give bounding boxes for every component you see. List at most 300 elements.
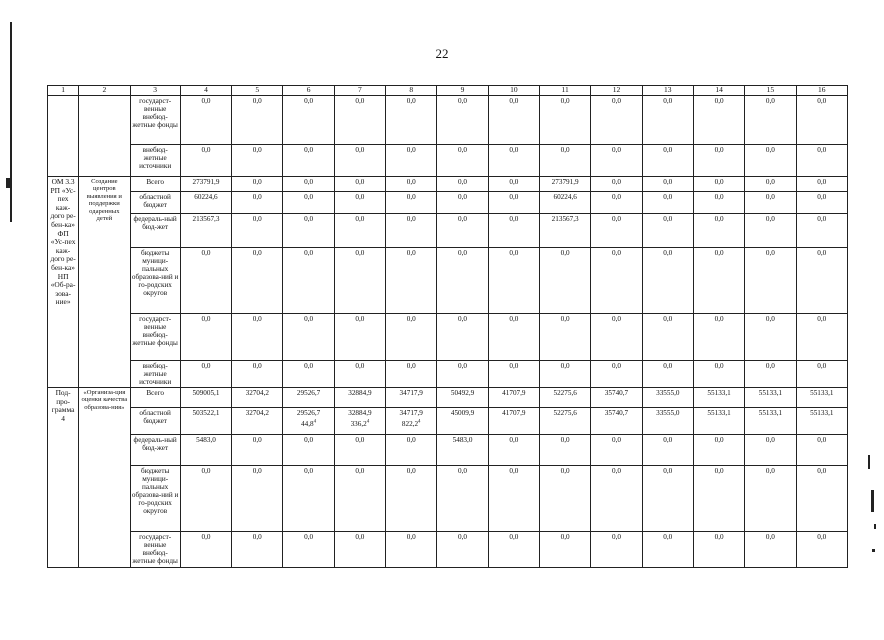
value-cell (437, 435, 488, 466)
value-text: 0,0 (304, 146, 314, 154)
value-cell (693, 96, 744, 145)
footnote-number: 44,8 (301, 420, 314, 428)
program-cell: ОМ 3.3 РП «Ус-пех каж-дого ре-бен-ка» ФП «Ус-пех каж-дого ре-бен-ка» НП «Об-ра-зова-ние» (48, 177, 79, 388)
value-cell (283, 435, 334, 466)
goal-cell: «Организа-ция оценки качества образова-ния» (79, 388, 130, 568)
value-cell (796, 96, 847, 145)
value-cell (180, 532, 231, 568)
goal-cell: Создание центров выявления и поддержки одаренных детей (79, 177, 130, 388)
value-text: 0,0 (714, 97, 724, 105)
value-cell (180, 314, 231, 361)
value-cell (437, 408, 488, 435)
value-text: 0,0 (611, 97, 621, 105)
value-cell (540, 96, 591, 145)
value-text: 0,0 (611, 215, 621, 223)
funding-source-cell: федераль-ный бюд-жет (130, 214, 180, 248)
value-cell (745, 408, 796, 435)
value-text: 0,0 (406, 215, 416, 223)
value-cell (437, 466, 488, 532)
value-cell (232, 388, 283, 408)
value-text: 0,0 (509, 215, 519, 223)
value-cell (796, 435, 847, 466)
value-cell (745, 314, 796, 361)
value-cell (642, 214, 693, 248)
value-text: 0,0 (817, 178, 827, 186)
value-text: 0,0 (817, 315, 827, 323)
value-cell (334, 532, 385, 568)
value-cell (386, 408, 437, 435)
value-text: 0,0 (560, 436, 570, 444)
value-text: 0,0 (509, 362, 519, 370)
value-text: 0,0 (817, 533, 827, 541)
value-text: 0,0 (458, 533, 468, 541)
value-cell (591, 177, 642, 192)
value-text: 0,0 (355, 315, 365, 323)
value-text: 0,0 (406, 146, 416, 154)
header-cell: 6 (283, 86, 334, 96)
value-text: 0,0 (304, 467, 314, 475)
value-text: 0,0 (458, 362, 468, 370)
value-cell (745, 145, 796, 177)
value-text: 50492,9 (450, 389, 475, 397)
value-text: 5483,0 (196, 436, 216, 444)
value-cell (334, 361, 385, 388)
value-cell (540, 145, 591, 177)
value-text: 0,0 (817, 436, 827, 444)
value-text: 0,0 (714, 178, 724, 186)
value-text: 213567,3 (192, 215, 220, 223)
value-cell (488, 532, 539, 568)
value-cell (642, 361, 693, 388)
value-cell (642, 314, 693, 361)
value-cell (693, 192, 744, 214)
value-text: 0,0 (509, 178, 519, 186)
value-cell (180, 435, 231, 466)
value-cell (386, 96, 437, 145)
value-text: 213567,3 (551, 215, 579, 223)
value-cell (437, 96, 488, 145)
value-cell (437, 177, 488, 192)
value-cell (232, 361, 283, 388)
value-text: 0,0 (714, 249, 724, 257)
funding-source-cell: бюджеты муници-пальных образова-ний и го-родских округов (130, 248, 180, 314)
value-cell (437, 532, 488, 568)
value-cell (283, 192, 334, 214)
table-row (48, 214, 848, 248)
scan-margin-mark (6, 178, 10, 188)
value-cell (642, 408, 693, 435)
scan-edge-mark (868, 455, 870, 469)
value-cell (283, 532, 334, 568)
value-cell (488, 388, 539, 408)
value-cell (796, 361, 847, 388)
value-text: 0,0 (817, 249, 827, 257)
value-text: 55133,1 (707, 409, 731, 417)
value-cell (745, 388, 796, 408)
value-text: 0,0 (304, 249, 314, 257)
value-text: 0,0 (458, 146, 468, 154)
footnote-value (337, 420, 383, 428)
value-cell (693, 214, 744, 248)
footnote-value (388, 420, 434, 428)
value-text: 0,0 (560, 533, 570, 541)
value-text: 0,0 (355, 178, 365, 186)
value-cell (180, 192, 231, 214)
value-cell (796, 145, 847, 177)
value-cell (642, 145, 693, 177)
value-text: 0,0 (509, 533, 519, 541)
value-text: 0,0 (406, 193, 416, 201)
header-cell: 7 (334, 86, 385, 96)
goal-cell (79, 96, 130, 177)
value-text: 35740,7 (604, 409, 629, 417)
value-text: 0,0 (714, 146, 724, 154)
table-row (48, 466, 848, 532)
value-cell (437, 192, 488, 214)
value-text: 55133,1 (810, 389, 834, 397)
value-cell (488, 214, 539, 248)
value-cell (745, 361, 796, 388)
value-cell (540, 177, 591, 192)
value-cell (488, 248, 539, 314)
value-text: 0,0 (663, 193, 673, 201)
value-cell (796, 214, 847, 248)
value-cell (386, 466, 437, 532)
value-cell (232, 466, 283, 532)
value-text: 0,0 (663, 533, 673, 541)
value-cell (642, 532, 693, 568)
value-text: 0,0 (252, 362, 262, 370)
value-cell (386, 314, 437, 361)
value-cell (591, 435, 642, 466)
value-cell (642, 96, 693, 145)
value-text: 52275,6 (553, 409, 577, 417)
value-cell (334, 408, 385, 435)
value-text: 34717,9 (399, 409, 423, 417)
value-text: 45009,9 (450, 409, 475, 417)
value-text: 0,0 (663, 249, 673, 257)
value-text: 0,0 (304, 362, 314, 370)
value-cell (693, 408, 744, 435)
value-cell (334, 214, 385, 248)
value-text: 0,0 (611, 315, 621, 323)
value-text: 32884,9 (348, 389, 372, 397)
value-text: 0,0 (663, 315, 673, 323)
value-cell (437, 314, 488, 361)
value-cell (540, 214, 591, 248)
value-text: 0,0 (458, 97, 468, 105)
table-row (48, 361, 848, 388)
header-cell: 15 (745, 86, 796, 96)
value-text: 29526,7 (296, 409, 321, 417)
value-cell (488, 435, 539, 466)
value-text: 0,0 (201, 249, 211, 257)
value-text: 0,0 (201, 362, 211, 370)
funding-source-cell: бюджеты муници-пальных образова-ний и го-родских округов (130, 466, 180, 532)
value-cell (796, 177, 847, 192)
table-row (48, 177, 848, 192)
value-cell (180, 214, 231, 248)
value-text: 0,0 (355, 362, 365, 370)
value-text: 0,0 (406, 467, 416, 475)
value-cell (283, 145, 334, 177)
value-text: 0,0 (509, 467, 519, 475)
value-text: 273791,9 (192, 178, 220, 186)
value-cell (693, 361, 744, 388)
value-cell (540, 388, 591, 408)
value-text: 0,0 (611, 362, 621, 370)
value-text: 0,0 (817, 97, 827, 105)
value-text: 0,0 (355, 467, 365, 475)
value-text: 0,0 (765, 533, 775, 541)
funding-source-cell: государст-венные внебюд-жетные фонды (130, 314, 180, 361)
value-cell (796, 388, 847, 408)
value-text: 0,0 (355, 436, 365, 444)
header-cell: 5 (232, 86, 283, 96)
value-text: 0,0 (714, 193, 724, 201)
value-cell (386, 361, 437, 388)
value-cell (642, 388, 693, 408)
value-text: 0,0 (765, 215, 775, 223)
value-text: 0,0 (201, 97, 211, 105)
value-cell (591, 532, 642, 568)
value-cell (334, 192, 385, 214)
value-text: 0,0 (355, 146, 365, 154)
value-text: 32884,9 (348, 409, 372, 417)
value-text: 0,0 (611, 436, 621, 444)
funding-source-cell: внебюд-жетные источники (130, 145, 180, 177)
value-text: 0,0 (560, 249, 570, 257)
value-text: 0,0 (560, 362, 570, 370)
value-cell (642, 248, 693, 314)
value-cell (745, 532, 796, 568)
value-text: 60224,6 (553, 193, 577, 201)
value-text: 60224,6 (194, 193, 218, 201)
header-cell: 8 (386, 86, 437, 96)
value-text: 0,0 (611, 178, 621, 186)
value-cell (283, 466, 334, 532)
value-cell (745, 214, 796, 248)
value-text: 0,0 (663, 146, 673, 154)
value-cell (540, 532, 591, 568)
value-text: 0,0 (355, 215, 365, 223)
header-cell: 13 (642, 86, 693, 96)
value-text: 0,0 (355, 249, 365, 257)
value-text: 55133,1 (758, 389, 783, 397)
value-cell (386, 214, 437, 248)
value-text: 503522,1 (192, 409, 220, 417)
value-cell (796, 192, 847, 214)
funding-source-cell: государст-венные внебюд-жетные фонды (130, 96, 180, 145)
value-text: 0,0 (304, 315, 314, 323)
table-row (48, 192, 848, 214)
value-cell (642, 192, 693, 214)
value-text: 0,0 (714, 362, 724, 370)
value-cell (232, 408, 283, 435)
value-cell (232, 214, 283, 248)
value-text: 0,0 (406, 249, 416, 257)
value-text: 0,0 (304, 215, 314, 223)
value-text: 5483,0 (452, 436, 473, 444)
value-cell (488, 361, 539, 388)
value-cell (591, 248, 642, 314)
value-text: 0,0 (406, 315, 416, 323)
program-cell (48, 96, 79, 177)
value-cell (488, 145, 539, 177)
value-cell (283, 314, 334, 361)
value-text: 0,0 (406, 436, 416, 444)
value-text: 0,0 (509, 146, 519, 154)
funding-source-cell: внебюд-жетные источники (130, 361, 180, 388)
value-cell (591, 388, 642, 408)
value-cell (232, 248, 283, 314)
value-cell (745, 466, 796, 532)
value-text: 0,0 (252, 215, 262, 223)
value-text: 0,0 (201, 533, 211, 541)
footnote-number: 822,2 (401, 420, 419, 428)
table-body (48, 86, 848, 568)
program-cell: Под-про-грамма 4 (48, 388, 79, 568)
value-text: 0,0 (509, 436, 519, 444)
value-cell (232, 435, 283, 466)
value-cell (283, 388, 334, 408)
value-cell (591, 96, 642, 145)
value-cell (745, 248, 796, 314)
value-text: 0,0 (560, 146, 570, 154)
value-cell (693, 466, 744, 532)
value-cell (693, 314, 744, 361)
value-text: 0,0 (406, 97, 416, 105)
value-text: 0,0 (406, 178, 416, 186)
value-cell (180, 96, 231, 145)
value-text: 0,0 (458, 467, 468, 475)
value-text: 0,0 (252, 436, 262, 444)
funding-source-cell: государст-венные внебюд-жетные фонды (130, 532, 180, 568)
value-text: 0,0 (406, 362, 416, 370)
value-text: 32704,2 (245, 409, 269, 417)
table-row (48, 532, 848, 568)
footnote-number: 336,2 (350, 420, 367, 428)
value-text: 41707,9 (502, 409, 526, 417)
value-text: 0,0 (765, 436, 775, 444)
value-text: 0,0 (458, 193, 468, 201)
value-cell (334, 388, 385, 408)
value-text: 0,0 (304, 436, 314, 444)
value-text: 0,0 (714, 436, 724, 444)
value-text: 0,0 (663, 436, 673, 444)
value-cell (488, 96, 539, 145)
value-cell (334, 177, 385, 192)
value-text: 0,0 (201, 467, 211, 475)
value-text: 0,0 (663, 215, 673, 223)
value-text: 509005,1 (192, 389, 220, 397)
header-cell: 3 (130, 86, 180, 96)
value-cell (334, 145, 385, 177)
value-cell (540, 435, 591, 466)
value-text: 0,0 (817, 467, 827, 475)
funding-source-cell: Всего (130, 388, 180, 408)
value-cell (796, 314, 847, 361)
value-cell (540, 361, 591, 388)
value-cell (437, 248, 488, 314)
value-cell (642, 177, 693, 192)
value-cell (386, 532, 437, 568)
value-text: 0,0 (714, 315, 724, 323)
header-cell: 4 (180, 86, 231, 96)
value-cell (437, 214, 488, 248)
value-text: 0,0 (201, 315, 211, 323)
value-text: 0,0 (509, 193, 519, 201)
table-row (48, 314, 848, 361)
header-row (48, 86, 848, 96)
value-cell (334, 435, 385, 466)
footnote-mark: 4 (366, 419, 370, 425)
value-cell (591, 361, 642, 388)
value-cell (334, 466, 385, 532)
value-cell (386, 145, 437, 177)
header-cell: 14 (693, 86, 744, 96)
funding-source-cell: областной бюджет (130, 192, 180, 214)
value-cell (232, 532, 283, 568)
value-cell (796, 466, 847, 532)
value-cell (591, 145, 642, 177)
value-text: 0,0 (201, 146, 211, 154)
value-text: 0,0 (560, 97, 570, 105)
value-text: 0,0 (714, 215, 724, 223)
value-text: 0,0 (663, 467, 673, 475)
value-cell (693, 177, 744, 192)
table-row (48, 248, 848, 314)
value-text: 0,0 (611, 467, 621, 475)
value-cell (386, 192, 437, 214)
footnote-mark: 4 (313, 419, 317, 425)
header-cell: 11 (540, 86, 591, 96)
value-cell (591, 314, 642, 361)
value-text: 32704,2 (245, 389, 269, 397)
value-cell (386, 248, 437, 314)
funding-source-cell: областной бюджет (130, 408, 180, 435)
page-number: 22 (435, 46, 449, 61)
value-cell (693, 435, 744, 466)
value-text: 0,0 (458, 178, 468, 186)
value-cell (488, 314, 539, 361)
header-cell: 9 (437, 86, 488, 96)
value-cell (745, 96, 796, 145)
value-cell (693, 248, 744, 314)
table-row (48, 96, 848, 145)
value-text: 0,0 (252, 315, 262, 323)
value-cell (232, 177, 283, 192)
value-text: 0,0 (611, 193, 621, 201)
value-text: 0,0 (252, 146, 262, 154)
value-cell (642, 435, 693, 466)
value-cell (591, 214, 642, 248)
value-cell (386, 388, 437, 408)
value-cell (796, 408, 847, 435)
value-text: 0,0 (509, 97, 519, 105)
value-cell (745, 177, 796, 192)
value-cell (283, 361, 334, 388)
value-text: 0,0 (817, 215, 827, 223)
value-cell (283, 248, 334, 314)
value-cell (180, 248, 231, 314)
value-text: 0,0 (304, 97, 314, 105)
value-cell (283, 177, 334, 192)
value-text: 0,0 (355, 193, 365, 201)
value-text: 52275,6 (553, 389, 577, 397)
value-cell (796, 532, 847, 568)
funding-source-cell: Всего (130, 177, 180, 192)
